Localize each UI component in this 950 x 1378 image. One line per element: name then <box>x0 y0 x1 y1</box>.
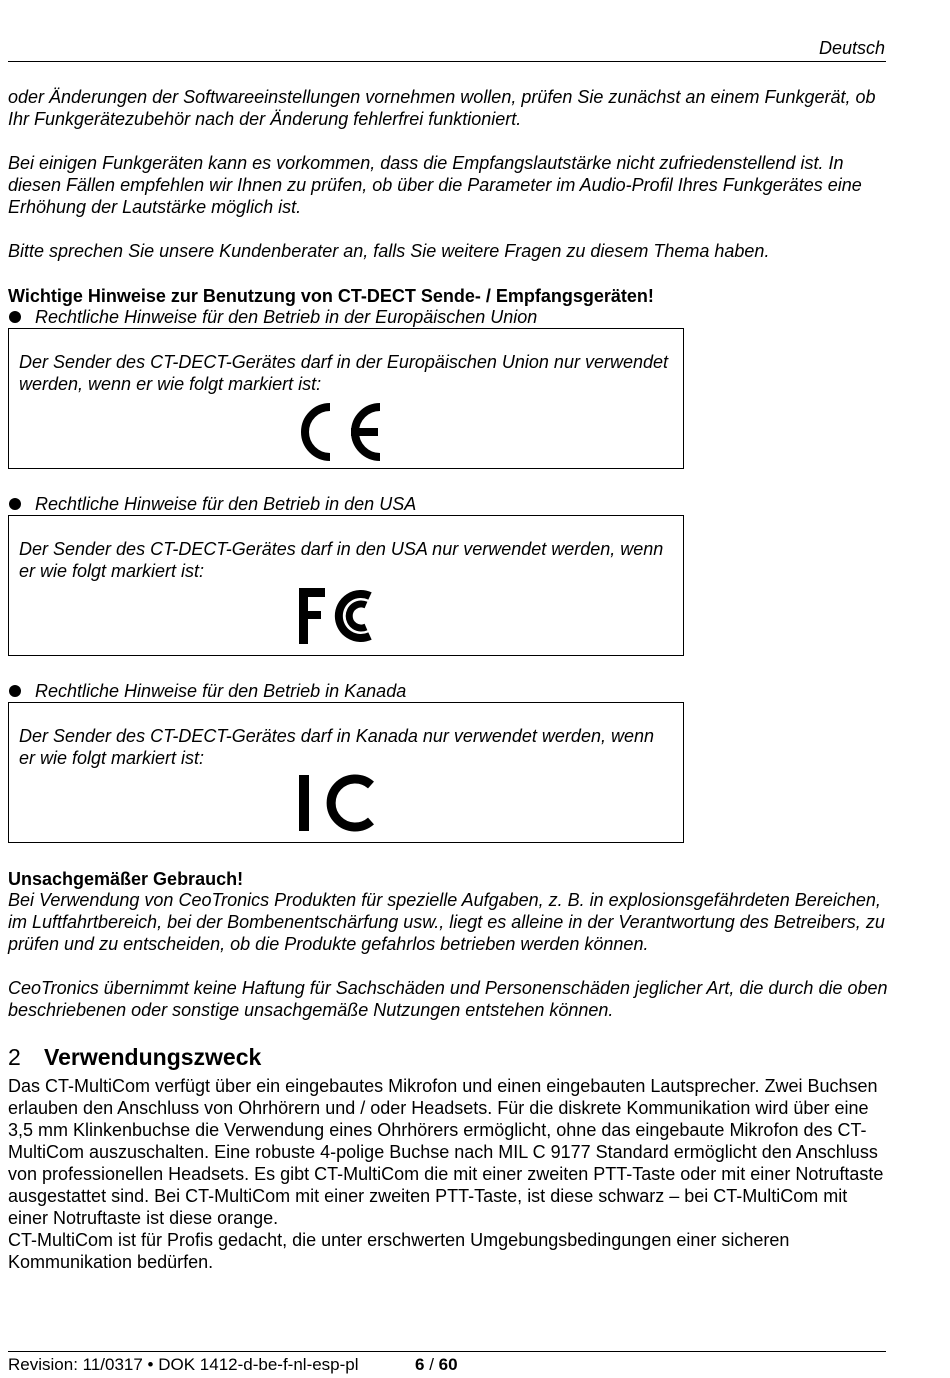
section-number: 2 <box>8 1044 21 1070</box>
bullet-eu <box>8 306 537 328</box>
notice-heading: Wichtige Hinweise zur Benutzung von CT-DECT Sende- / Empfangsgeräten! <box>8 286 654 306</box>
misuse-heading: Unsachgemäßer Gebrauch! <box>8 869 244 889</box>
bullet-canada <box>8 680 406 702</box>
footer-page-current: 6 <box>415 1355 425 1374</box>
footer-rule <box>8 1351 886 1352</box>
ce-mark-icon <box>293 401 385 463</box>
section-body: Das CT-MultiCom verfügt über ein eingebautes Mikrofon und einen eingebauten Lautsprecher. Zwei Buchsen erlauben den Anschluss von Ohrhörern und / oder Headsets. Für die diskrete Kommunikation wird über eine 3,5 mm Klinkenbuchse die Verwendung eines Ohrhörers ermöglicht, ohne das eingebaute Mikrofon des CT-MultiCom auszuschalten. Eine robuste 4-polige Buchse nach MIL C 9177 Standard ermöglicht den Anschluss von professionellen Headsets. Es gibt CT-MultiCom die mit einer zweiten PTT-Taste oder mit einer Notruftaste ausgestattet sind. Bei CT-MultiCom mit einer zweiten PTT-Taste, ist diese schwarz – bei CT-MultiCom mit einer Notruftaste ist diese orange. <box>8 1076 884 1228</box>
misuse-paragraph-responsibility: Bei Verwendung von CeoTronics Produkten für spezielle Aufgaben, z. B. in explosionsgefährdeten Bereichen, im Luftfahrtbereich, bei der Bombenentschärfung usw., liegt es alleine in der Verantwortung des Betreibers, zu prüfen und zu entscheiden, ob die Produkte gefahrlos betrieben werden können. <box>8 890 885 954</box>
page-header-language: Deutsch <box>818 38 885 58</box>
paragraph-software-settings: oder Änderungen der Softwareeinstellungen vornehmen wollen, prüfen Sie zunächst an einem Funkgerät, ob Ihr Funkgerätezubehör nach der Änderung fehlerfrei funktioniert. <box>8 87 876 129</box>
bullet-dot-icon <box>9 685 21 697</box>
section-title: Verwendungszweck <box>44 1044 262 1070</box>
bullet-dot-icon <box>9 311 21 323</box>
bullet-usa-label: Rechtliche Hinweise für den Betrieb in den USA <box>35 494 417 514</box>
ic-mark-icon <box>297 773 381 833</box>
paragraph-volume: Bei einigen Funkgeräten kann es vorkommen, dass die Empfangslautstärke nicht zufriedenstellend ist. In diesen Fällen empfehlen wir Ihnen zu prüfen, ob über die Parameter im Audio-Profil Ihres Funkgerätes eine Erhöhung der Lautstärke möglich ist. <box>8 153 862 217</box>
footer-page-total: 60 <box>438 1355 458 1374</box>
legal-box-usa-text: Der Sender des CT-DECT-Gerätes darf in den USA nur verwendet werden, wenn er wie folgt markiert ist: <box>19 539 664 581</box>
bullet-dot-icon <box>9 498 21 510</box>
fcc-mark-icon <box>297 586 379 646</box>
footer <box>8 1354 458 1376</box>
paragraph-contact: Bitte sprechen Sie unsere Kundenberater an, falls Sie weitere Fragen zu diesem Thema haben. <box>8 241 770 261</box>
bullet-eu-label: Rechtliche Hinweise für den Betrieb in der Europäischen Union <box>35 307 538 327</box>
legal-box-canada <box>8 702 684 843</box>
legal-box-eu <box>8 328 684 469</box>
header-rule <box>8 61 886 62</box>
legal-box-eu-text: Der Sender des CT-DECT-Gerätes darf in der Europäischen Union nur verwendet werden, wenn er wie folgt markiert ist: <box>19 352 668 394</box>
footer-revision: Revision: 11/0317 • DOK 1412-d-be-f-nl-esp-pl <box>8 1355 359 1374</box>
footer-page-number <box>415 1354 475 1376</box>
legal-box-canada-text: Der Sender des CT-DECT-Gerätes darf in Kanada nur verwendet werden, wenn er wie folgt markiert ist: <box>19 726 655 768</box>
section-body-2: CT-MultiCom ist für Profis gedacht, die unter erschwerten Umgebungsbedingungen einer sicheren Kommunikation bedürfen. <box>8 1230 790 1272</box>
bullet-usa <box>8 493 416 515</box>
legal-box-usa <box>8 515 684 656</box>
section-heading <box>8 1043 261 1071</box>
bullet-canada-label: Rechtliche Hinweise für den Betrieb in Kanada <box>35 681 407 701</box>
misuse-paragraph-liability: CeoTronics übernimmt keine Haftung für Sachschäden und Personenschäden jeglicher Art, die durch die oben beschriebenen oder sonstige unsachgemäße Nutzungen entstehen können. <box>8 978 888 1020</box>
footer-page-separator: / <box>424 1355 439 1374</box>
